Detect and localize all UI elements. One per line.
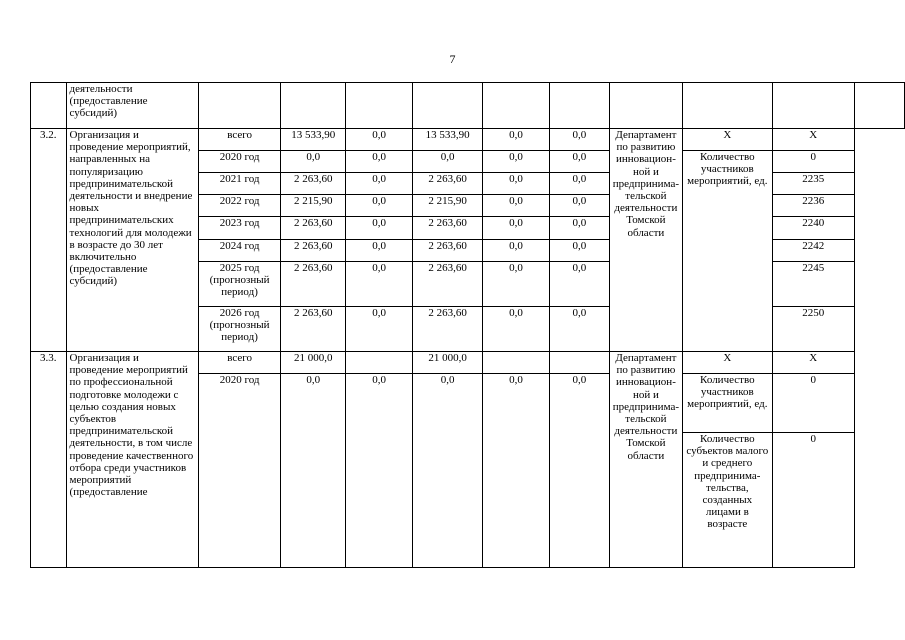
indicator-value: 2242 bbox=[772, 240, 854, 262]
amount-cell: 0,0 bbox=[281, 151, 346, 173]
indicator-value: 2245 bbox=[772, 262, 854, 307]
indicator-value: 0 bbox=[772, 433, 854, 568]
period-cell: всего bbox=[199, 129, 281, 151]
indicator-value: 2235 bbox=[772, 173, 854, 195]
amount-cell: 21 000,0 bbox=[412, 352, 482, 374]
amount-cell: 0,0 bbox=[549, 307, 609, 352]
indicator-cell: Х bbox=[683, 352, 773, 374]
amount-cell: 0,0 bbox=[549, 173, 609, 195]
amount-cell: 0,0 bbox=[346, 307, 413, 352]
indicator-value: 0 bbox=[772, 151, 854, 173]
department-cell: Департамент по развитию инновацион-ной и предпринима-тельской деятельности Томской области bbox=[609, 129, 682, 352]
budget-table bbox=[30, 82, 905, 568]
amount-cell: 0,0 bbox=[346, 217, 413, 240]
amount-cell: 13 533,90 bbox=[412, 129, 482, 151]
amount-cell: 0,0 bbox=[412, 374, 482, 568]
period-cell: 2025 год (прогнозный период) bbox=[199, 262, 281, 307]
amount-cell: 0,0 bbox=[549, 374, 609, 568]
amount-cell: 2 263,60 bbox=[412, 217, 482, 240]
row-number: 3.2. bbox=[31, 129, 67, 352]
amount-cell: 2 263,60 bbox=[281, 262, 346, 307]
amount-cell bbox=[483, 352, 550, 374]
period-cell: 2024 год bbox=[199, 240, 281, 262]
indicator-value: Х bbox=[772, 129, 854, 151]
amount-cell: 2 263,60 bbox=[281, 240, 346, 262]
activity-name: Организация и проведение мероприятий, направленных на популяризацию предпринимательской деятельности и внедрение новых предпринимательских технологий для молодежи в возрасте до 30 лет включительно (предоставление субсидий) bbox=[66, 129, 199, 352]
indicator-value: 2250 bbox=[772, 307, 854, 352]
amount-cell bbox=[346, 352, 413, 374]
row-number bbox=[31, 83, 67, 129]
amount-cell: 0,0 bbox=[549, 151, 609, 173]
period-cell: 2022 год bbox=[199, 195, 281, 217]
amount-cell: 2 263,60 bbox=[412, 307, 482, 352]
amount-cell: 0,0 bbox=[549, 217, 609, 240]
amount-cell: 0,0 bbox=[549, 240, 609, 262]
amount-cell: 0,0 bbox=[483, 173, 550, 195]
amount-cell: 0,0 bbox=[346, 151, 413, 173]
amount-cell: 2 263,60 bbox=[281, 173, 346, 195]
amount-cell: 2 215,90 bbox=[281, 195, 346, 217]
amount-cell: 0,0 bbox=[483, 262, 550, 307]
amount-cell: 0,0 bbox=[346, 374, 413, 568]
indicator-value: 2240 bbox=[772, 217, 854, 240]
indicator-value: Х bbox=[772, 352, 854, 374]
activity-name: Организация и проведение мероприятий по профессиональной подготовке молодежи с целью создания новых субъектов предпринимательской деятельности, в том числе проведение качественного отбора среди участников мероприятий (предоставление bbox=[66, 352, 199, 568]
amount-cell: 21 000,0 bbox=[281, 352, 346, 374]
amount-cell: 2 263,60 bbox=[412, 240, 482, 262]
amount-cell: 0,0 bbox=[483, 217, 550, 240]
amount-cell: 0,0 bbox=[549, 195, 609, 217]
amount-cell: 2 263,60 bbox=[412, 262, 482, 307]
amount-cell: 0,0 bbox=[281, 374, 346, 568]
period-cell: 2023 год bbox=[199, 217, 281, 240]
amount-cell: 0,0 bbox=[346, 129, 413, 151]
indicator-value: 0 bbox=[772, 374, 854, 433]
table-row bbox=[31, 352, 905, 374]
indicator-cell: Количество участников мероприятий, ед. bbox=[683, 151, 773, 352]
amount-cell: 0,0 bbox=[483, 307, 550, 352]
row-number: 3.3. bbox=[31, 352, 67, 568]
period-cell: 2021 год bbox=[199, 173, 281, 195]
page-number: 7 bbox=[449, 52, 456, 66]
table-row bbox=[31, 129, 905, 151]
amount-cell: 2 215,90 bbox=[412, 195, 482, 217]
department-cell: Департамент по развитию инновацион-ной и предпринима-тельской деятельности Томской области bbox=[609, 352, 682, 568]
table-row bbox=[31, 83, 905, 129]
amount-cell: 2 263,60 bbox=[412, 173, 482, 195]
amount-cell: 0,0 bbox=[483, 129, 550, 151]
amount-cell bbox=[549, 352, 609, 374]
indicator-value: 2236 bbox=[772, 195, 854, 217]
amount-cell: 0,0 bbox=[483, 374, 550, 568]
amount-cell: 2 263,60 bbox=[281, 217, 346, 240]
amount-cell: 2 263,60 bbox=[281, 307, 346, 352]
amount-cell: 0,0 bbox=[549, 262, 609, 307]
amount-cell: 0,0 bbox=[412, 151, 482, 173]
activity-name: деятельности (предоставление субсидий) bbox=[66, 83, 199, 129]
indicator-cell: Х bbox=[683, 129, 773, 151]
period-cell: 2020 год bbox=[199, 151, 281, 173]
amount-cell: 0,0 bbox=[346, 195, 413, 217]
amount-cell: 13 533,90 bbox=[281, 129, 346, 151]
amount-cell: 0,0 bbox=[483, 151, 550, 173]
amount-cell: 0,0 bbox=[346, 262, 413, 307]
amount-cell: 0,0 bbox=[483, 195, 550, 217]
amount-cell: 0,0 bbox=[346, 173, 413, 195]
amount-cell: 0,0 bbox=[346, 240, 413, 262]
amount-cell: 0,0 bbox=[549, 129, 609, 151]
period-cell: 2026 год (прогнозный период) bbox=[199, 307, 281, 352]
amount-cell: 0,0 bbox=[483, 240, 550, 262]
period-cell: всего bbox=[199, 352, 281, 374]
period-cell: 2020 год bbox=[199, 374, 281, 568]
indicator-cell: Количество участников мероприятий, ед. bbox=[683, 374, 773, 433]
indicator-cell: Количество субъектов малого и среднего предпринима-тельства, созданных лицами в возрасте bbox=[683, 433, 773, 568]
